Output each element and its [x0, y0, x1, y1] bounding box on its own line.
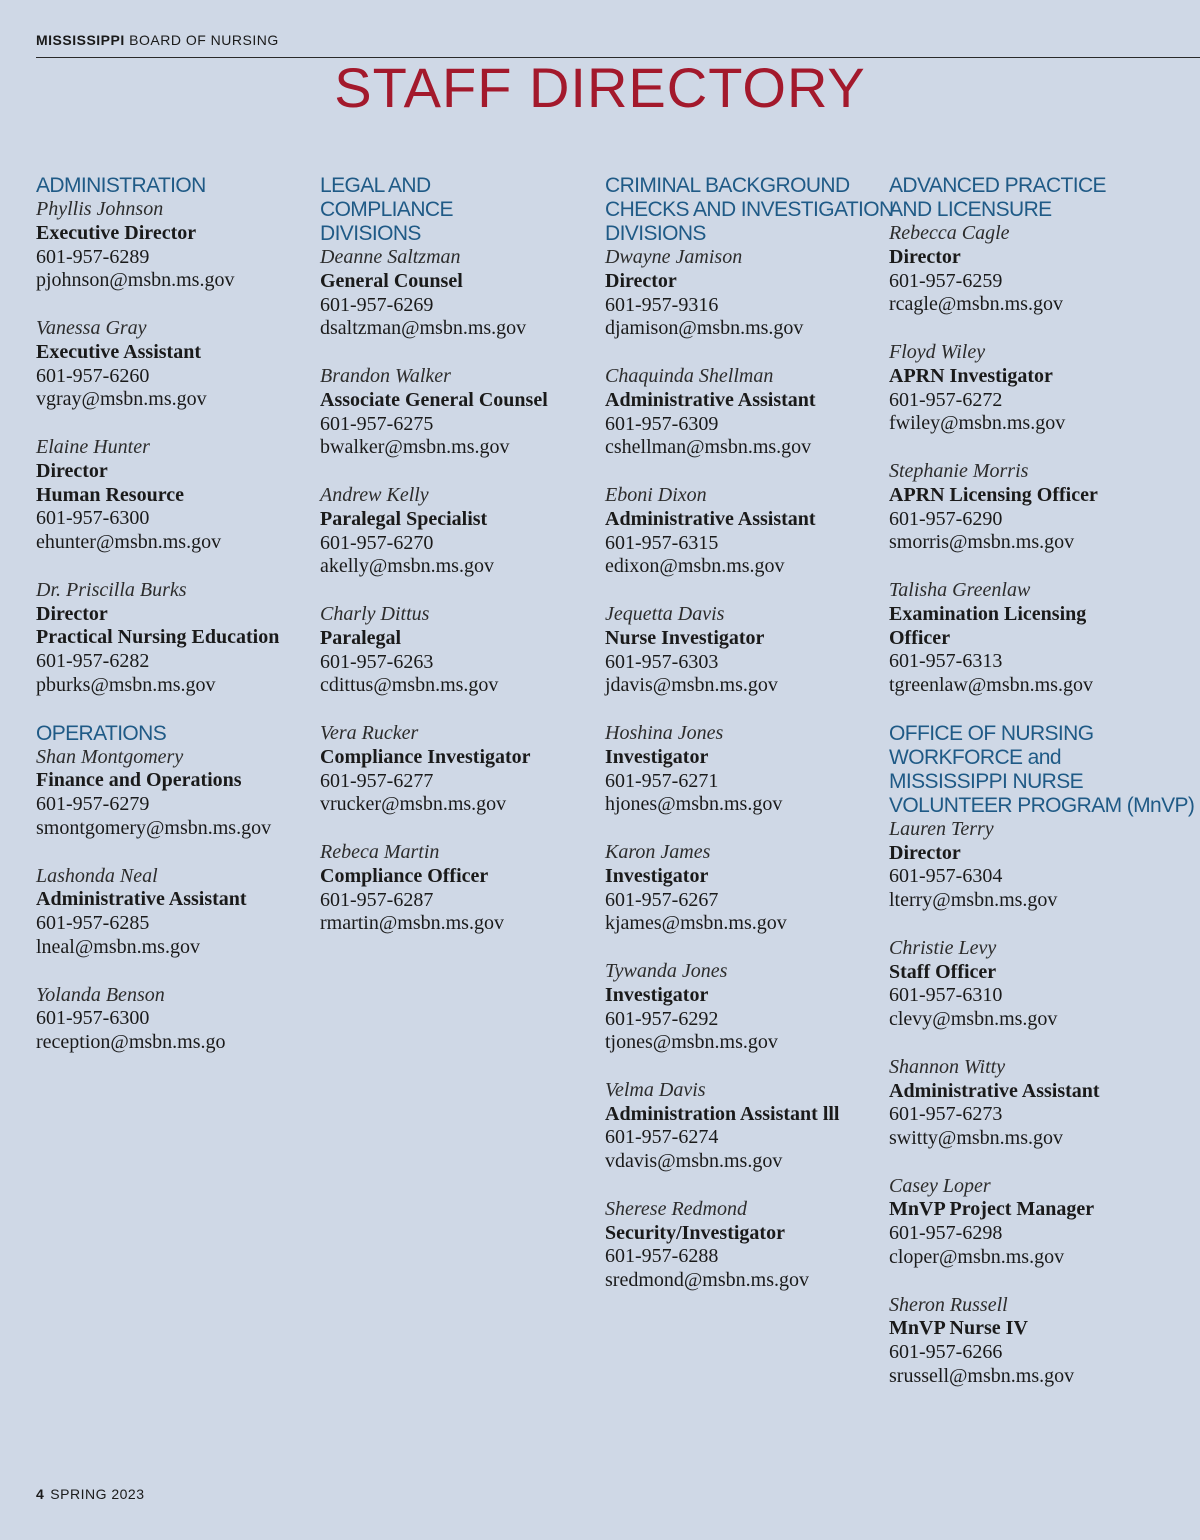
staff-name: Karon James — [605, 840, 711, 863]
section-title: ADMINISTRATION — [36, 174, 206, 197]
section-title: CRIMINAL BACKGROUND CHECKS AND INVESTIGATION DIVISIONS — [605, 174, 894, 245]
staff-title: Investigator — [605, 745, 709, 768]
staff-name: Talisha Greenlaw — [889, 578, 1031, 601]
staff-email: vgray@msbn.ms.gov — [36, 388, 207, 411]
staff-title: Staff Officer — [889, 960, 997, 983]
directory-column-1 — [36, 174, 279, 1079]
staff-name: Stephanie Morris — [889, 459, 1029, 482]
staff-name: Deanne Saltzman — [320, 246, 461, 268]
staff-entry — [605, 484, 894, 579]
staff-phone: 601-957-6290 — [889, 507, 1003, 530]
staff-phone: 601-957-6313 — [889, 650, 1003, 673]
staff-email: lterry@msbn.ms.gov — [889, 889, 1058, 912]
directory-section — [36, 174, 279, 698]
staff-title: Executive Assistant — [36, 340, 201, 363]
staff-email: rcagle@msbn.ms.gov — [889, 293, 1063, 316]
staff-phone: 601-957-6300 — [36, 507, 150, 530]
staff-phone: 601-957-6269 — [320, 293, 434, 316]
staff-title: General Counsel — [320, 269, 463, 292]
staff-entry — [320, 365, 548, 460]
staff-email: edixon@msbn.ms.gov — [605, 555, 785, 578]
staff-phone: 601-957-9316 — [605, 293, 719, 316]
directory-column-4 — [889, 174, 1194, 1413]
staff-name: Lauren Terry — [889, 817, 994, 840]
staff-phone: 601-957-6275 — [320, 412, 434, 435]
staff-title: Nurse Investigator — [605, 626, 765, 649]
staff-email: smontgomery@msbn.ms.gov — [36, 816, 272, 839]
section-title: ADVANCED PRACTICE AND LICENSURE — [889, 174, 1106, 221]
staff-entry — [605, 1198, 894, 1293]
staff-phone: 601-957-6298 — [889, 1222, 1003, 1245]
staff-phone: 601-957-6303 — [605, 650, 719, 673]
staff-entry — [605, 722, 894, 817]
staff-entry — [320, 246, 548, 341]
staff-entry — [605, 365, 894, 460]
staff-phone: 601-957-6274 — [605, 1126, 719, 1149]
staff-email: fwiley@msbn.ms.gov — [889, 412, 1066, 435]
directory-section — [889, 174, 1194, 698]
staff-email: djamison@msbn.ms.gov — [605, 317, 804, 340]
staff-name: Eboni Dixon — [605, 483, 707, 506]
staff-entry — [889, 579, 1194, 698]
staff-entry — [320, 722, 548, 817]
staff-title: Paralegal — [320, 626, 402, 649]
staff-phone: 601-957-6271 — [605, 769, 719, 792]
staff-phone: 601-957-6263 — [320, 650, 434, 673]
staff-entry — [36, 317, 279, 412]
staff-entry — [605, 841, 894, 936]
staff-name: Elaine Hunter — [36, 435, 150, 458]
staff-title: Compliance Officer — [320, 864, 489, 887]
staff-entry — [320, 603, 548, 698]
directory-section — [605, 174, 894, 1293]
staff-title: Administrative Assistant — [889, 1079, 1100, 1102]
staff-email: smorris@msbn.ms.gov — [889, 531, 1075, 554]
staff-entry — [36, 984, 279, 1055]
staff-name: Dr. Priscilla Burks — [36, 578, 187, 601]
staff-email: cshellman@msbn.ms.gov — [605, 436, 812, 459]
staff-email: vrucker@msbn.ms.gov — [320, 793, 507, 816]
staff-email: dsaltzman@msbn.ms.gov — [320, 317, 527, 340]
staff-title: APRN Licensing Officer — [889, 483, 1098, 506]
staff-email: vdavis@msbn.ms.gov — [605, 1150, 783, 1173]
staff-name: Brandon Walker — [320, 364, 451, 387]
page-footer — [36, 1486, 145, 1502]
staff-email: tjones@msbn.ms.gov — [605, 1031, 778, 1054]
staff-name: Shan Montgomery — [36, 745, 184, 768]
staff-phone: 601-957-6266 — [889, 1341, 1003, 1364]
staff-email: ehunter@msbn.ms.gov — [36, 531, 222, 554]
directory-section — [320, 174, 548, 936]
directory-column-2 — [320, 174, 548, 960]
staff-title: Director — [605, 269, 677, 292]
page-title: STAFF DIRECTORY — [334, 56, 866, 119]
staff-title: Paralegal Specialist — [320, 507, 488, 530]
staff-phone: 601-957-6289 — [36, 245, 150, 268]
staff-title: MnVP Project Manager — [889, 1198, 1095, 1221]
staff-title: Director — [889, 841, 961, 864]
staff-phone: 601-957-6273 — [889, 1103, 1003, 1126]
staff-entry — [889, 937, 1194, 1032]
staff-email: kjames@msbn.ms.gov — [605, 912, 787, 935]
staff-title: Practical Nursing Education — [36, 626, 280, 649]
staff-name: Christie Levy — [889, 936, 997, 959]
staff-phone: 601-957-6304 — [889, 865, 1003, 888]
staff-email: akelly@msbn.ms.gov — [320, 555, 494, 578]
staff-title: Human Resource — [36, 483, 184, 506]
staff-name: Lashonda Neal — [36, 864, 158, 887]
staff-name: Velma Davis — [605, 1078, 706, 1101]
directory-column-3 — [605, 174, 894, 1317]
staff-phone: 601-957-6260 — [36, 364, 150, 387]
staff-entry — [889, 1175, 1194, 1270]
staff-name: Hoshina Jones — [605, 721, 724, 744]
staff-email: reception@msbn.ms.go — [36, 1031, 226, 1054]
staff-email: cdittus@msbn.ms.gov — [320, 674, 499, 697]
staff-entry — [320, 484, 548, 579]
staff-phone: 601-957-6300 — [36, 1007, 150, 1030]
staff-name: Floyd Wiley — [889, 340, 986, 363]
staff-phone: 601-957-6259 — [889, 269, 1003, 292]
section-title: OFFICE OF NURSING WORKFORCE and MISSISSIPPI NURSE VOLUNTEER PROGRAM (MnVP) — [889, 721, 1195, 817]
header-brand: MISSISSIPPI — [36, 32, 125, 48]
staff-name: Sheron Russell — [889, 1293, 1008, 1316]
staff-phone: 601-957-6267 — [605, 888, 719, 911]
staff-title: Compliance Investigator — [320, 745, 531, 768]
staff-entry — [889, 222, 1194, 317]
staff-title: Administrative Assistant — [36, 888, 247, 911]
staff-title: Officer — [889, 626, 951, 649]
staff-title: Administration Assistant lll — [605, 1102, 840, 1125]
directory-section — [889, 722, 1194, 1389]
staff-entry — [320, 841, 548, 936]
staff-phone: 601-957-6285 — [36, 912, 150, 935]
staff-phone: 601-957-6310 — [889, 984, 1003, 1007]
staff-title: Examination Licensing — [889, 602, 1087, 625]
staff-title: Administrative Assistant — [605, 388, 816, 411]
staff-title: MnVP Nurse IV — [889, 1317, 1028, 1340]
staff-phone: 601-957-6272 — [889, 388, 1003, 411]
staff-title: Director — [889, 245, 961, 268]
staff-name: Rebeca Martin — [320, 840, 440, 863]
staff-entry — [36, 865, 279, 960]
staff-email: switty@msbn.ms.gov — [889, 1127, 1063, 1150]
section-title: LEGAL AND COMPLIANCE DIVISIONS — [320, 174, 453, 245]
staff-entry — [889, 818, 1194, 913]
staff-entry — [605, 1079, 894, 1174]
staff-phone: 601-957-6277 — [320, 769, 434, 792]
staff-email: srussell@msbn.ms.gov — [889, 1365, 1075, 1388]
staff-name: Rebecca Cagle — [889, 222, 1010, 244]
staff-title: Administrative Assistant — [605, 507, 816, 530]
staff-phone: 601-957-6309 — [605, 412, 719, 435]
staff-name: Casey Loper — [889, 1174, 991, 1197]
staff-title: Associate General Counsel — [320, 388, 548, 411]
staff-title: Security/Investigator — [605, 1221, 785, 1244]
staff-name: Andrew Kelly — [320, 483, 429, 506]
staff-name: Phyllis Johnson — [36, 198, 164, 220]
page-number: 4 — [36, 1486, 45, 1502]
staff-email: cloper@msbn.ms.gov — [889, 1246, 1065, 1269]
header-org: BOARD OF NURSING — [129, 32, 279, 48]
staff-entry — [889, 1294, 1194, 1389]
staff-entry — [889, 460, 1194, 555]
staff-entry — [605, 246, 894, 341]
staff-entry — [605, 960, 894, 1055]
staff-phone: 601-957-6315 — [605, 531, 719, 554]
staff-name: Vera Rucker — [320, 721, 419, 744]
staff-title: Director — [36, 459, 108, 482]
staff-phone: 601-957-6270 — [320, 531, 434, 554]
staff-email: rmartin@msbn.ms.gov — [320, 912, 504, 935]
staff-email: jdavis@msbn.ms.gov — [605, 674, 778, 697]
staff-email: sredmond@msbn.ms.gov — [605, 1269, 809, 1292]
staff-name: Vanessa Gray — [36, 316, 147, 339]
staff-email: pjohnson@msbn.ms.gov — [36, 269, 235, 292]
page-header — [36, 32, 279, 48]
staff-entry — [36, 198, 279, 293]
staff-name: Yolanda Benson — [36, 983, 165, 1006]
staff-entry — [36, 579, 279, 698]
staff-entry — [36, 746, 279, 841]
staff-phone: 601-957-6279 — [36, 793, 150, 816]
staff-email: hjones@msbn.ms.gov — [605, 793, 783, 816]
staff-email: bwalker@msbn.ms.gov — [320, 436, 510, 459]
staff-phone: 601-957-6282 — [36, 650, 150, 673]
staff-email: clevy@msbn.ms.gov — [889, 1008, 1058, 1031]
staff-name: Charly Dittus — [320, 602, 430, 625]
staff-name: Dwayne Jamison — [605, 246, 743, 268]
issue-label: SPRING 2023 — [50, 1486, 145, 1502]
staff-entry — [889, 1056, 1194, 1151]
staff-phone: 601-957-6287 — [320, 888, 434, 911]
staff-name: Jequetta Davis — [605, 602, 725, 625]
staff-email: pburks@msbn.ms.gov — [36, 673, 216, 696]
staff-title: Director — [36, 602, 108, 625]
staff-name: Shannon Witty — [889, 1055, 1006, 1078]
staff-phone: 601-957-6288 — [605, 1245, 719, 1268]
staff-name: Tywanda Jones — [605, 959, 728, 982]
staff-title: Finance and Operations — [36, 769, 242, 792]
staff-title: Executive Director — [36, 221, 197, 244]
staff-entry — [605, 603, 894, 698]
staff-entry — [36, 436, 279, 555]
staff-email: tgreenlaw@msbn.ms.gov — [889, 674, 1093, 697]
directory-section — [36, 722, 279, 1055]
staff-name: Sherese Redmond — [605, 1197, 747, 1220]
staff-title: Investigator — [605, 983, 709, 1006]
staff-title: APRN Investigator — [889, 364, 1053, 387]
staff-title: Investigator — [605, 864, 709, 887]
staff-entry — [889, 341, 1194, 436]
staff-phone: 601-957-6292 — [605, 1007, 719, 1030]
staff-email: lneal@msbn.ms.gov — [36, 935, 200, 958]
section-title: OPERATIONS — [36, 721, 167, 745]
staff-name: Chaquinda Shellman — [605, 364, 774, 387]
